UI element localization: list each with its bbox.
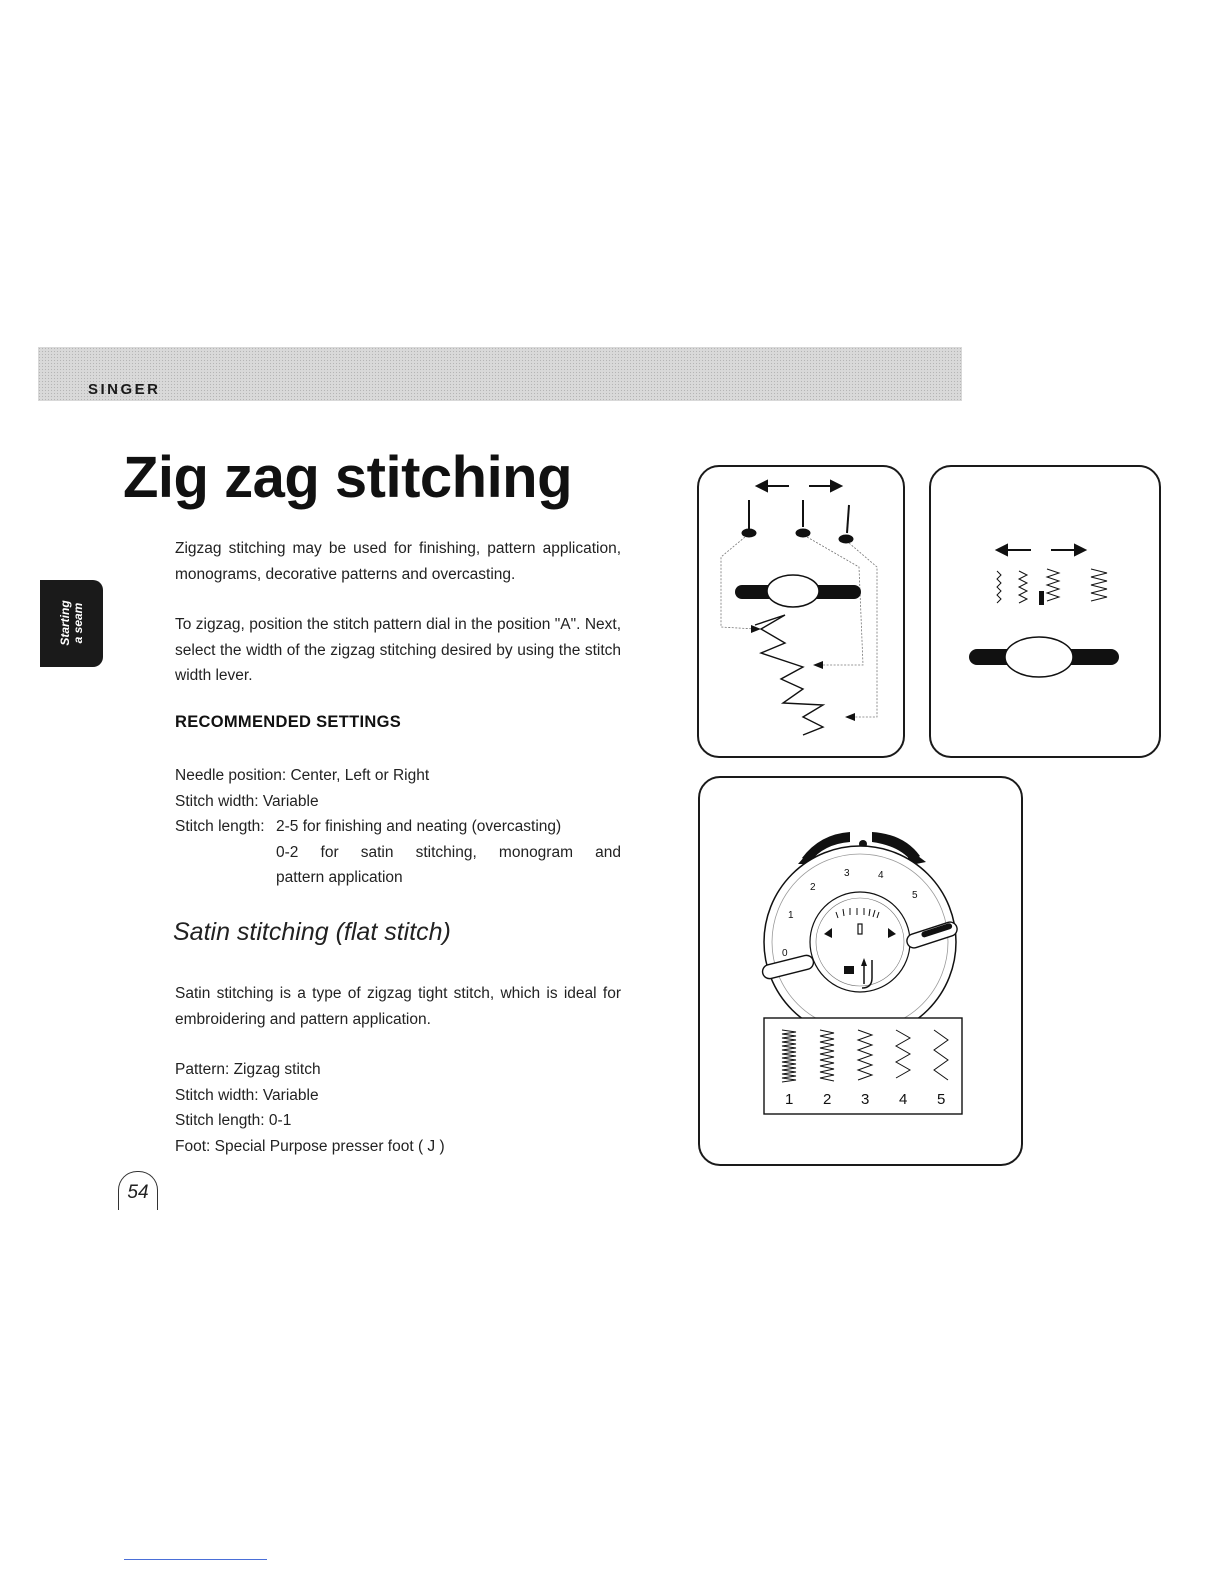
length-label-4: 4 (899, 1091, 908, 1108)
stitch-length-dial-illustration (698, 776, 1023, 1166)
dial-number: 4 (878, 870, 884, 881)
recommended-settings-heading: RECOMMENDED SETTINGS (175, 713, 402, 731)
satin-stitching-heading: Satin stitching (flat stitch) (173, 918, 451, 946)
stitch-length-setting (175, 814, 621, 891)
stitch-length-value-finishing: 2-5 for finishing and neating (overcasting) (276, 818, 562, 835)
satin-pattern-setting: Pattern: Zigzag stitch (175, 1061, 321, 1078)
stitch-width-diagram (931, 467, 1159, 756)
satin-description: Satin stitching is a type of zigzag tight stitch, which is ideal for embroidering and pattern application. (175, 985, 621, 1028)
header-bar (38, 347, 962, 401)
stitch-length-value-satin: 0-2 for satin stitching, monogram and (276, 843, 621, 861)
needle-position-diagram (699, 467, 903, 756)
stitch-width-illustration (929, 465, 1161, 758)
dial-number: 1 (788, 910, 794, 921)
double-arrow-icon (757, 481, 841, 491)
length-label-3: 3 (861, 1091, 870, 1108)
stitch-length-value-pattern: pattern application (276, 869, 403, 886)
page-title: Zig zag stitching (123, 445, 573, 510)
section-tab (40, 580, 103, 667)
satin-settings-list (175, 1057, 445, 1159)
presser-foot-icon (969, 637, 1119, 677)
needle-icon (742, 500, 853, 543)
needle-position-illustration (697, 465, 905, 758)
dial-number: 5 (912, 890, 918, 901)
brand-logo-text: SINGER (88, 381, 161, 398)
section-tab-label: Starting a seam (58, 600, 85, 646)
instructions-paragraph: To zigzag, position the stitch pattern dial in the position "A". Next, select the width of the zigzag stitching desired by using the stitch width lever. (175, 616, 621, 684)
dial-number: 2 (810, 882, 816, 893)
length-label-1: 1 (785, 1091, 794, 1108)
zigzag-stitch-icon (755, 615, 823, 735)
footer-link-underline (124, 1559, 267, 1560)
page-number: 54 (118, 1171, 158, 1210)
satin-width-setting: Stitch width: Variable (175, 1086, 319, 1104)
stitch-length-dial-diagram (700, 778, 1021, 1164)
presser-foot-icon (735, 575, 861, 607)
stitch-width-setting: Stitch width: Variable (175, 792, 319, 810)
dial-number: 0 (782, 948, 788, 959)
dial-number: 3 (844, 868, 850, 879)
satin-foot-setting: Foot: Special Purpose presser foot ( J ) (175, 1137, 445, 1155)
intro-paragraph: Zigzag stitching may be used for finishing, pattern application, monograms, decorative patterns and overcasting. (175, 540, 621, 583)
length-label-2: 2 (823, 1091, 832, 1108)
presser-foot-small-icon (844, 966, 854, 974)
needle-position-setting: Needle position: Center, Left or Right (175, 767, 430, 784)
recommended-settings-list (175, 763, 621, 891)
stitch-width-samples-icon (997, 569, 1107, 603)
stitch-length-label: Stitch length: (175, 818, 265, 835)
length-label-5: 5 (937, 1091, 946, 1108)
double-arrow-icon (997, 545, 1085, 555)
satin-length-setting: Stitch length: 0-1 (175, 1112, 292, 1129)
